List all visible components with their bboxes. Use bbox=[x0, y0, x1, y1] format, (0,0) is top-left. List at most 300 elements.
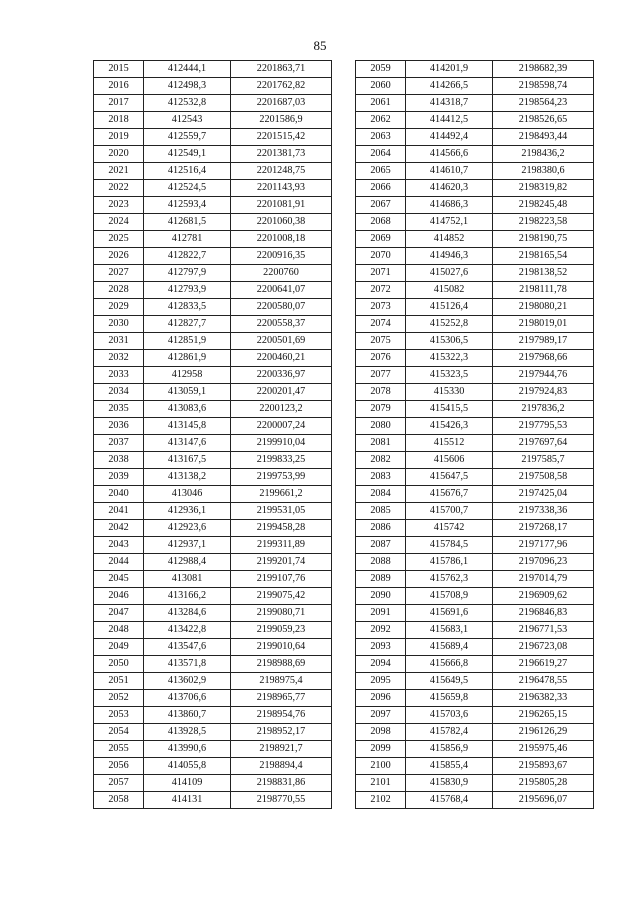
point-number-cell: 2057 bbox=[94, 775, 144, 792]
y-coordinate-cell: 2198682,39 bbox=[493, 61, 594, 78]
y-coordinate-cell: 2196909,62 bbox=[493, 588, 594, 605]
y-coordinate-cell: 2196723,08 bbox=[493, 639, 594, 656]
point-number-cell: 2016 bbox=[94, 78, 144, 95]
point-number-cell: 2099 bbox=[356, 741, 406, 758]
table-row bbox=[94, 129, 332, 146]
point-number-cell: 2020 bbox=[94, 146, 144, 163]
y-coordinate-cell: 2199458,28 bbox=[231, 520, 332, 537]
y-coordinate-cell: 2197795,53 bbox=[493, 418, 594, 435]
table-row bbox=[356, 78, 594, 95]
x-coordinate-cell: 415762,3 bbox=[406, 571, 493, 588]
table-row bbox=[356, 248, 594, 265]
table-row bbox=[356, 571, 594, 588]
y-coordinate-cell: 2198894,4 bbox=[231, 758, 332, 775]
table-row bbox=[94, 605, 332, 622]
point-number-cell: 2096 bbox=[356, 690, 406, 707]
point-number-cell: 2097 bbox=[356, 707, 406, 724]
y-coordinate-cell: 2198954,76 bbox=[231, 707, 332, 724]
point-number-cell: 2101 bbox=[356, 775, 406, 792]
point-number-cell: 2032 bbox=[94, 350, 144, 367]
y-coordinate-cell: 2199311,89 bbox=[231, 537, 332, 554]
x-coordinate-cell: 414946,3 bbox=[406, 248, 493, 265]
x-coordinate-cell: 415786,1 bbox=[406, 554, 493, 571]
x-coordinate-cell: 413083,6 bbox=[144, 401, 231, 418]
table-row bbox=[94, 724, 332, 741]
table-row bbox=[356, 61, 594, 78]
x-coordinate-cell: 415856,9 bbox=[406, 741, 493, 758]
y-coordinate-cell: 2197968,66 bbox=[493, 350, 594, 367]
table-row bbox=[94, 758, 332, 775]
point-number-cell: 2034 bbox=[94, 384, 144, 401]
table-row bbox=[356, 180, 594, 197]
y-coordinate-cell: 2200123,2 bbox=[231, 401, 332, 418]
point-number-cell: 2055 bbox=[94, 741, 144, 758]
point-number-cell: 2075 bbox=[356, 333, 406, 350]
table-row bbox=[356, 384, 594, 401]
y-coordinate-cell: 2196619,27 bbox=[493, 656, 594, 673]
y-coordinate-cell: 2195696,07 bbox=[493, 792, 594, 809]
table-row bbox=[356, 707, 594, 724]
y-coordinate-cell: 2198319,82 bbox=[493, 180, 594, 197]
table-row bbox=[356, 741, 594, 758]
x-coordinate-cell: 414686,3 bbox=[406, 197, 493, 214]
table-row bbox=[94, 503, 332, 520]
table-row bbox=[356, 435, 594, 452]
table-row bbox=[94, 554, 332, 571]
point-number-cell: 2083 bbox=[356, 469, 406, 486]
x-coordinate-cell: 413081 bbox=[144, 571, 231, 588]
point-number-cell: 2046 bbox=[94, 588, 144, 605]
x-coordinate-cell: 412861,9 bbox=[144, 350, 231, 367]
y-coordinate-cell: 2197096,23 bbox=[493, 554, 594, 571]
table-row bbox=[94, 112, 332, 129]
table-row bbox=[94, 452, 332, 469]
y-coordinate-cell: 2199059,23 bbox=[231, 622, 332, 639]
table-row bbox=[356, 333, 594, 350]
x-coordinate-cell: 412549,1 bbox=[144, 146, 231, 163]
point-number-cell: 2022 bbox=[94, 180, 144, 197]
x-coordinate-cell: 412937,1 bbox=[144, 537, 231, 554]
point-number-cell: 2098 bbox=[356, 724, 406, 741]
x-coordinate-cell: 414412,5 bbox=[406, 112, 493, 129]
point-number-cell: 2079 bbox=[356, 401, 406, 418]
point-number-cell: 2018 bbox=[94, 112, 144, 129]
x-coordinate-cell: 415306,5 bbox=[406, 333, 493, 350]
point-number-cell: 2086 bbox=[356, 520, 406, 537]
y-coordinate-cell: 2201008,18 bbox=[231, 231, 332, 248]
x-coordinate-cell: 412936,1 bbox=[144, 503, 231, 520]
point-number-cell: 2035 bbox=[94, 401, 144, 418]
y-coordinate-cell: 2201586,9 bbox=[231, 112, 332, 129]
table-row bbox=[94, 61, 332, 78]
x-coordinate-cell: 415606 bbox=[406, 452, 493, 469]
y-coordinate-cell: 2198965,77 bbox=[231, 690, 332, 707]
point-number-cell: 2094 bbox=[356, 656, 406, 673]
table-row bbox=[94, 707, 332, 724]
y-coordinate-cell: 2197508,58 bbox=[493, 469, 594, 486]
point-number-cell: 2102 bbox=[356, 792, 406, 809]
table-row bbox=[356, 520, 594, 537]
point-number-cell: 2088 bbox=[356, 554, 406, 571]
y-coordinate-cell: 2201081,91 bbox=[231, 197, 332, 214]
table-row bbox=[356, 146, 594, 163]
x-coordinate-cell: 414610,7 bbox=[406, 163, 493, 180]
table-row bbox=[94, 401, 332, 418]
point-number-cell: 2089 bbox=[356, 571, 406, 588]
point-number-cell: 2044 bbox=[94, 554, 144, 571]
y-coordinate-cell: 2198598,74 bbox=[493, 78, 594, 95]
point-number-cell: 2092 bbox=[356, 622, 406, 639]
x-coordinate-cell: 415784,5 bbox=[406, 537, 493, 554]
point-number-cell: 2074 bbox=[356, 316, 406, 333]
point-number-cell: 2073 bbox=[356, 299, 406, 316]
x-coordinate-cell: 415426,3 bbox=[406, 418, 493, 435]
x-coordinate-cell: 412516,4 bbox=[144, 163, 231, 180]
table-row bbox=[356, 622, 594, 639]
x-coordinate-cell: 415322,3 bbox=[406, 350, 493, 367]
x-coordinate-cell: 412958 bbox=[144, 367, 231, 384]
y-coordinate-cell: 2198770,55 bbox=[231, 792, 332, 809]
table-row bbox=[356, 401, 594, 418]
y-coordinate-cell: 2198436,2 bbox=[493, 146, 594, 163]
y-coordinate-cell: 2199010,64 bbox=[231, 639, 332, 656]
y-coordinate-cell: 2200007,24 bbox=[231, 418, 332, 435]
point-number-cell: 2031 bbox=[94, 333, 144, 350]
point-number-cell: 2066 bbox=[356, 180, 406, 197]
x-coordinate-cell: 415676,7 bbox=[406, 486, 493, 503]
table-row bbox=[94, 656, 332, 673]
x-coordinate-cell: 415683,1 bbox=[406, 622, 493, 639]
table-row bbox=[356, 503, 594, 520]
y-coordinate-cell: 2195805,28 bbox=[493, 775, 594, 792]
point-number-cell: 2038 bbox=[94, 452, 144, 469]
x-coordinate-cell: 412797,9 bbox=[144, 265, 231, 282]
y-coordinate-cell: 2201381,73 bbox=[231, 146, 332, 163]
y-coordinate-cell: 2199201,74 bbox=[231, 554, 332, 571]
point-number-cell: 2043 bbox=[94, 537, 144, 554]
x-coordinate-cell: 415830,9 bbox=[406, 775, 493, 792]
y-coordinate-cell: 2197425,04 bbox=[493, 486, 594, 503]
table-row bbox=[356, 588, 594, 605]
table-row bbox=[356, 486, 594, 503]
table-row bbox=[356, 214, 594, 231]
x-coordinate-cell: 412822,7 bbox=[144, 248, 231, 265]
y-coordinate-cell: 2195975,46 bbox=[493, 741, 594, 758]
x-coordinate-cell: 412923,6 bbox=[144, 520, 231, 537]
y-coordinate-cell: 2199753,99 bbox=[231, 469, 332, 486]
x-coordinate-cell: 412543 bbox=[144, 112, 231, 129]
point-number-cell: 2076 bbox=[356, 350, 406, 367]
table-row bbox=[94, 673, 332, 690]
point-number-cell: 2048 bbox=[94, 622, 144, 639]
table-row bbox=[356, 265, 594, 282]
point-number-cell: 2072 bbox=[356, 282, 406, 299]
y-coordinate-cell: 2200916,35 bbox=[231, 248, 332, 265]
y-coordinate-cell: 2199075,42 bbox=[231, 588, 332, 605]
point-number-cell: 2078 bbox=[356, 384, 406, 401]
table-row bbox=[94, 690, 332, 707]
table-row bbox=[94, 163, 332, 180]
x-coordinate-cell: 415768,4 bbox=[406, 792, 493, 809]
table-row bbox=[94, 95, 332, 112]
point-number-cell: 2091 bbox=[356, 605, 406, 622]
point-number-cell: 2068 bbox=[356, 214, 406, 231]
x-coordinate-cell: 414752,1 bbox=[406, 214, 493, 231]
x-coordinate-cell: 415649,5 bbox=[406, 673, 493, 690]
table-row bbox=[94, 775, 332, 792]
coordinates-table-left bbox=[93, 60, 332, 809]
point-number-cell: 2026 bbox=[94, 248, 144, 265]
point-number-cell: 2027 bbox=[94, 265, 144, 282]
y-coordinate-cell: 2199910,04 bbox=[231, 435, 332, 452]
point-number-cell: 2063 bbox=[356, 129, 406, 146]
point-number-cell: 2042 bbox=[94, 520, 144, 537]
y-coordinate-cell: 2197697,64 bbox=[493, 435, 594, 452]
point-number-cell: 2036 bbox=[94, 418, 144, 435]
x-coordinate-cell: 413166,2 bbox=[144, 588, 231, 605]
y-coordinate-cell: 2201762,82 bbox=[231, 78, 332, 95]
point-number-cell: 2049 bbox=[94, 639, 144, 656]
point-number-cell: 2090 bbox=[356, 588, 406, 605]
x-coordinate-cell: 412833,5 bbox=[144, 299, 231, 316]
point-number-cell: 2060 bbox=[356, 78, 406, 95]
x-coordinate-cell: 412532,8 bbox=[144, 95, 231, 112]
y-coordinate-cell: 2200460,21 bbox=[231, 350, 332, 367]
x-coordinate-cell: 413547,6 bbox=[144, 639, 231, 656]
table-row bbox=[356, 316, 594, 333]
table-row bbox=[356, 163, 594, 180]
table-row bbox=[356, 129, 594, 146]
x-coordinate-cell: 415700,7 bbox=[406, 503, 493, 520]
table-row bbox=[94, 197, 332, 214]
table-row bbox=[356, 775, 594, 792]
point-number-cell: 2070 bbox=[356, 248, 406, 265]
y-coordinate-cell: 2196265,15 bbox=[493, 707, 594, 724]
table-row bbox=[94, 384, 332, 401]
x-coordinate-cell: 415782,4 bbox=[406, 724, 493, 741]
x-coordinate-cell: 414566,6 bbox=[406, 146, 493, 163]
page-number: 85 bbox=[313, 38, 327, 53]
x-coordinate-cell: 415330 bbox=[406, 384, 493, 401]
table-row bbox=[94, 435, 332, 452]
x-coordinate-cell: 413059,1 bbox=[144, 384, 231, 401]
y-coordinate-cell: 2198019,01 bbox=[493, 316, 594, 333]
y-coordinate-cell: 2198111,78 bbox=[493, 282, 594, 299]
table-row bbox=[94, 146, 332, 163]
table-row bbox=[94, 486, 332, 503]
point-number-cell: 2062 bbox=[356, 112, 406, 129]
table-row bbox=[94, 333, 332, 350]
x-coordinate-cell: 415082 bbox=[406, 282, 493, 299]
x-coordinate-cell: 415647,5 bbox=[406, 469, 493, 486]
point-number-cell: 2047 bbox=[94, 605, 144, 622]
point-number-cell: 2053 bbox=[94, 707, 144, 724]
y-coordinate-cell: 2201143,93 bbox=[231, 180, 332, 197]
table-row bbox=[94, 639, 332, 656]
y-coordinate-cell: 2198564,23 bbox=[493, 95, 594, 112]
table-row bbox=[356, 197, 594, 214]
x-coordinate-cell: 415659,8 bbox=[406, 690, 493, 707]
point-number-cell: 2037 bbox=[94, 435, 144, 452]
y-coordinate-cell: 2198190,75 bbox=[493, 231, 594, 248]
x-coordinate-cell: 413860,7 bbox=[144, 707, 231, 724]
x-coordinate-cell: 415855,4 bbox=[406, 758, 493, 775]
x-coordinate-cell: 414055,8 bbox=[144, 758, 231, 775]
table-row bbox=[356, 350, 594, 367]
table-row bbox=[356, 537, 594, 554]
point-number-cell: 2051 bbox=[94, 673, 144, 690]
x-coordinate-cell: 415126,4 bbox=[406, 299, 493, 316]
table-row bbox=[94, 622, 332, 639]
x-coordinate-cell: 413422,8 bbox=[144, 622, 231, 639]
point-number-cell: 2095 bbox=[356, 673, 406, 690]
x-coordinate-cell: 414201,9 bbox=[406, 61, 493, 78]
point-number-cell: 2065 bbox=[356, 163, 406, 180]
point-number-cell: 2045 bbox=[94, 571, 144, 588]
x-coordinate-cell: 414266,5 bbox=[406, 78, 493, 95]
point-number-cell: 2080 bbox=[356, 418, 406, 435]
y-coordinate-cell: 2199531,05 bbox=[231, 503, 332, 520]
point-number-cell: 2041 bbox=[94, 503, 144, 520]
y-coordinate-cell: 2197989,17 bbox=[493, 333, 594, 350]
y-coordinate-cell: 2200760 bbox=[231, 265, 332, 282]
table-row bbox=[94, 418, 332, 435]
x-coordinate-cell: 412444,1 bbox=[144, 61, 231, 78]
point-number-cell: 2021 bbox=[94, 163, 144, 180]
point-number-cell: 2054 bbox=[94, 724, 144, 741]
x-coordinate-cell: 415742 bbox=[406, 520, 493, 537]
point-number-cell: 2024 bbox=[94, 214, 144, 231]
y-coordinate-cell: 2195893,67 bbox=[493, 758, 594, 775]
y-coordinate-cell: 2201060,38 bbox=[231, 214, 332, 231]
x-coordinate-cell: 415512 bbox=[406, 435, 493, 452]
point-number-cell: 2040 bbox=[94, 486, 144, 503]
y-coordinate-cell: 2196126,29 bbox=[493, 724, 594, 741]
y-coordinate-cell: 2198975,4 bbox=[231, 673, 332, 690]
x-coordinate-cell: 412559,7 bbox=[144, 129, 231, 146]
point-number-cell: 2081 bbox=[356, 435, 406, 452]
x-coordinate-cell: 415666,8 bbox=[406, 656, 493, 673]
table-row bbox=[94, 367, 332, 384]
table-row bbox=[356, 112, 594, 129]
table-row bbox=[356, 282, 594, 299]
table-row bbox=[94, 469, 332, 486]
y-coordinate-cell: 2200501,69 bbox=[231, 333, 332, 350]
point-number-cell: 2093 bbox=[356, 639, 406, 656]
table-row bbox=[356, 418, 594, 435]
point-number-cell: 2100 bbox=[356, 758, 406, 775]
x-coordinate-cell: 414852 bbox=[406, 231, 493, 248]
x-coordinate-cell: 412681,5 bbox=[144, 214, 231, 231]
y-coordinate-cell: 2198165,54 bbox=[493, 248, 594, 265]
table-row bbox=[94, 265, 332, 282]
table-row bbox=[94, 520, 332, 537]
point-number-cell: 2028 bbox=[94, 282, 144, 299]
x-coordinate-cell: 413147,6 bbox=[144, 435, 231, 452]
x-coordinate-cell: 413602,9 bbox=[144, 673, 231, 690]
table-row bbox=[94, 571, 332, 588]
table-row bbox=[356, 605, 594, 622]
x-coordinate-cell: 413706,6 bbox=[144, 690, 231, 707]
y-coordinate-cell: 2197836,2 bbox=[493, 401, 594, 418]
table-row bbox=[356, 367, 594, 384]
x-coordinate-cell: 414131 bbox=[144, 792, 231, 809]
x-coordinate-cell: 413145,8 bbox=[144, 418, 231, 435]
y-coordinate-cell: 2198223,58 bbox=[493, 214, 594, 231]
point-number-cell: 2052 bbox=[94, 690, 144, 707]
y-coordinate-cell: 2196382,33 bbox=[493, 690, 594, 707]
point-number-cell: 2082 bbox=[356, 452, 406, 469]
y-coordinate-cell: 2198138,52 bbox=[493, 265, 594, 282]
y-coordinate-cell: 2201248,75 bbox=[231, 163, 332, 180]
point-number-cell: 2084 bbox=[356, 486, 406, 503]
x-coordinate-cell: 415252,8 bbox=[406, 316, 493, 333]
y-coordinate-cell: 2199833,25 bbox=[231, 452, 332, 469]
point-number-cell: 2029 bbox=[94, 299, 144, 316]
point-number-cell: 2071 bbox=[356, 265, 406, 282]
point-number-cell: 2015 bbox=[94, 61, 144, 78]
x-coordinate-cell: 415703,6 bbox=[406, 707, 493, 724]
x-coordinate-cell: 413046 bbox=[144, 486, 231, 503]
y-coordinate-cell: 2196478,55 bbox=[493, 673, 594, 690]
table-row bbox=[94, 741, 332, 758]
y-coordinate-cell: 2201863,71 bbox=[231, 61, 332, 78]
table-row bbox=[356, 95, 594, 112]
x-coordinate-cell: 413571,8 bbox=[144, 656, 231, 673]
y-coordinate-cell: 2200641,07 bbox=[231, 282, 332, 299]
table-row bbox=[356, 690, 594, 707]
point-number-cell: 2023 bbox=[94, 197, 144, 214]
x-coordinate-cell: 414492,4 bbox=[406, 129, 493, 146]
y-coordinate-cell: 2199080,71 bbox=[231, 605, 332, 622]
table-row bbox=[94, 248, 332, 265]
table-row bbox=[94, 350, 332, 367]
y-coordinate-cell: 2198921,7 bbox=[231, 741, 332, 758]
table-row bbox=[356, 452, 594, 469]
y-coordinate-cell: 2198988,69 bbox=[231, 656, 332, 673]
table-row bbox=[356, 554, 594, 571]
x-coordinate-cell: 415689,4 bbox=[406, 639, 493, 656]
coordinates-table-right bbox=[355, 60, 594, 809]
y-coordinate-cell: 2196771,53 bbox=[493, 622, 594, 639]
point-number-cell: 2087 bbox=[356, 537, 406, 554]
y-coordinate-cell: 2198831,86 bbox=[231, 775, 332, 792]
x-coordinate-cell: 413284,6 bbox=[144, 605, 231, 622]
y-coordinate-cell: 2197177,96 bbox=[493, 537, 594, 554]
table-row bbox=[94, 214, 332, 231]
table-row bbox=[356, 656, 594, 673]
y-coordinate-cell: 2201515,42 bbox=[231, 129, 332, 146]
table-row bbox=[94, 180, 332, 197]
y-coordinate-cell: 2201687,03 bbox=[231, 95, 332, 112]
x-coordinate-cell: 412593,4 bbox=[144, 197, 231, 214]
y-coordinate-cell: 2199107,76 bbox=[231, 571, 332, 588]
table-row bbox=[94, 231, 332, 248]
y-coordinate-cell: 2197338,36 bbox=[493, 503, 594, 520]
y-coordinate-cell: 2198380,6 bbox=[493, 163, 594, 180]
y-coordinate-cell: 2197014,79 bbox=[493, 571, 594, 588]
y-coordinate-cell: 2196846,83 bbox=[493, 605, 594, 622]
table-row bbox=[356, 758, 594, 775]
x-coordinate-cell: 412524,5 bbox=[144, 180, 231, 197]
table-row bbox=[94, 78, 332, 95]
x-coordinate-cell: 413167,5 bbox=[144, 452, 231, 469]
x-coordinate-cell: 413990,6 bbox=[144, 741, 231, 758]
point-number-cell: 2061 bbox=[356, 95, 406, 112]
x-coordinate-cell: 415691,6 bbox=[406, 605, 493, 622]
y-coordinate-cell: 2200336,97 bbox=[231, 367, 332, 384]
point-number-cell: 2056 bbox=[94, 758, 144, 775]
